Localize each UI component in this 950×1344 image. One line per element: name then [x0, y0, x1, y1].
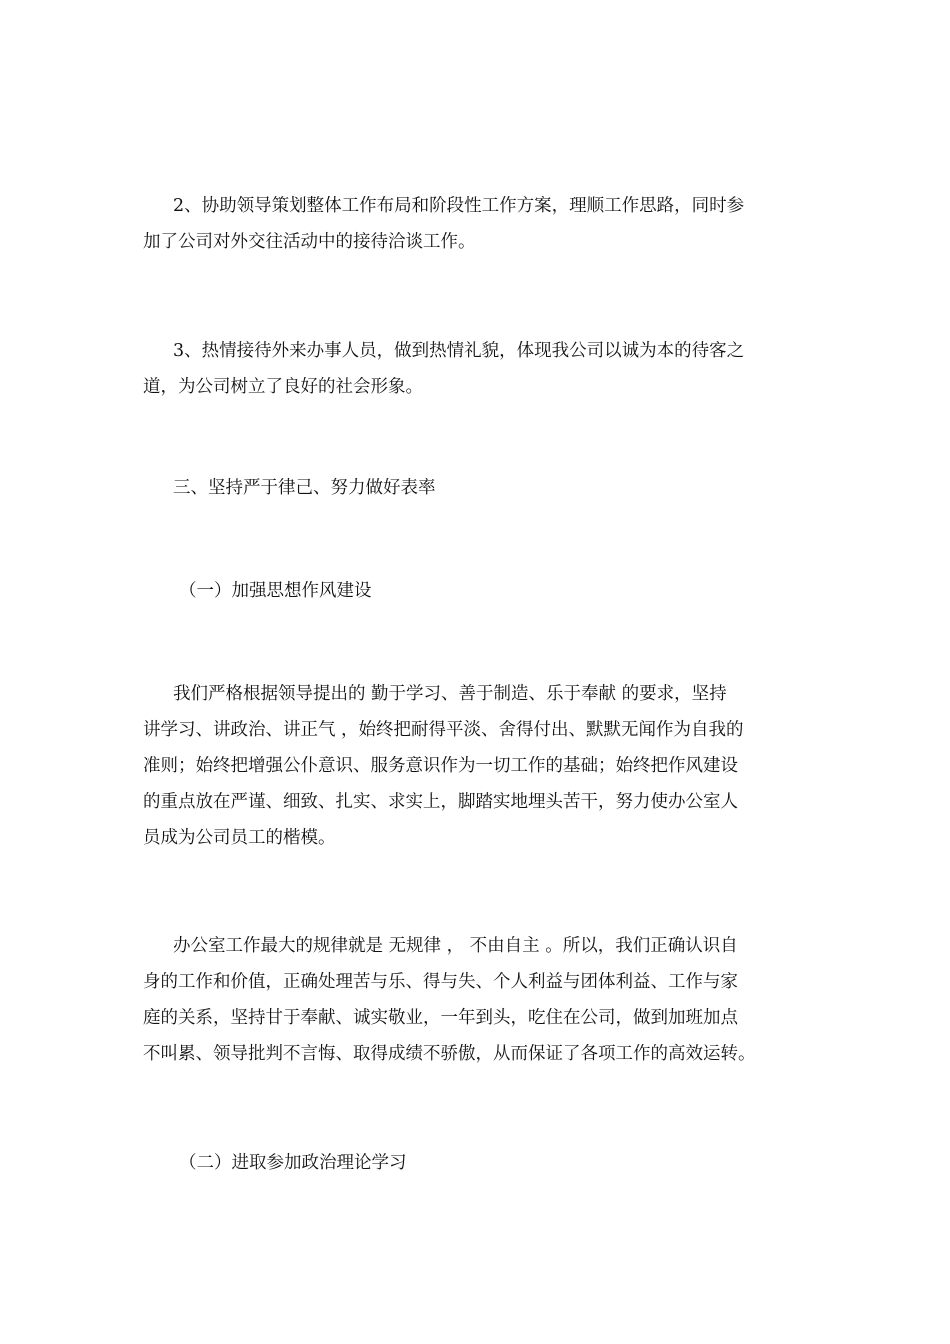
- text-line: 的重点放在严谨、细致、扎实、求实上，脚踏实地埋头苦干，努力使办公室人: [143, 792, 738, 812]
- text-line: 讲学习、讲政治、讲正气 ，始终把耐得平淡、舍得付出、默默无闻作为自我的: [143, 720, 744, 740]
- text-line: 加了公司对外交往活动中的接待洽谈工作。: [143, 232, 476, 252]
- subsection-heading-1: [143, 573, 813, 609]
- text-line: 员成为公司员工的楷模。: [143, 828, 336, 848]
- section-heading: [143, 470, 813, 506]
- text-line: 庭的关系，坚持甘于奉献、诚实敬业，一年到头，吃住在公司，做到加班加点: [143, 1008, 738, 1028]
- paragraph-office: [143, 928, 813, 1072]
- text-line: 不叫累、领导批判不言悔、取得成绩不骄傲，从而保证了各项工作的高效运转。: [143, 1044, 756, 1064]
- subsection-heading-text: （一）加强思想作风建设: [179, 581, 372, 601]
- section-heading-text: 三、坚持严于律己、努力做好表率: [173, 478, 436, 498]
- text-line: 3、热情接待外来办事人员，做到热情礼貌，体现我公司以诚为本的待客之: [173, 341, 745, 361]
- paragraph-item-2: [143, 188, 813, 260]
- text-line: 办公室工作最大的规律就是 无规律 ， 不由自主 。所以，我们正确认识自: [173, 936, 738, 956]
- text-line: 准则；始终把增强公仆意识、服务意识作为一切工作的基础；始终把作风建设: [143, 756, 738, 776]
- subsection-heading-text: （二）进取参加政治理论学习: [179, 1153, 407, 1173]
- text-line: 2、协助领导策划整体工作布局和阶段性工作方案，理顺工作思路，同时参: [173, 196, 745, 216]
- paragraph-item-3: [143, 333, 813, 405]
- subsection-heading-2: [143, 1145, 813, 1181]
- text-line: 身的工作和价值，正确处理苦与乐、得与失、个人利益与团体利益、工作与家: [143, 972, 738, 992]
- text-line: 道，为公司树立了良好的社会形象。: [143, 377, 423, 397]
- paragraph-strict: [143, 676, 813, 856]
- text-line: 我们严格根据领导提出的 勤于学习、善于制造、乐于奉献 的要求，坚持: [173, 684, 727, 704]
